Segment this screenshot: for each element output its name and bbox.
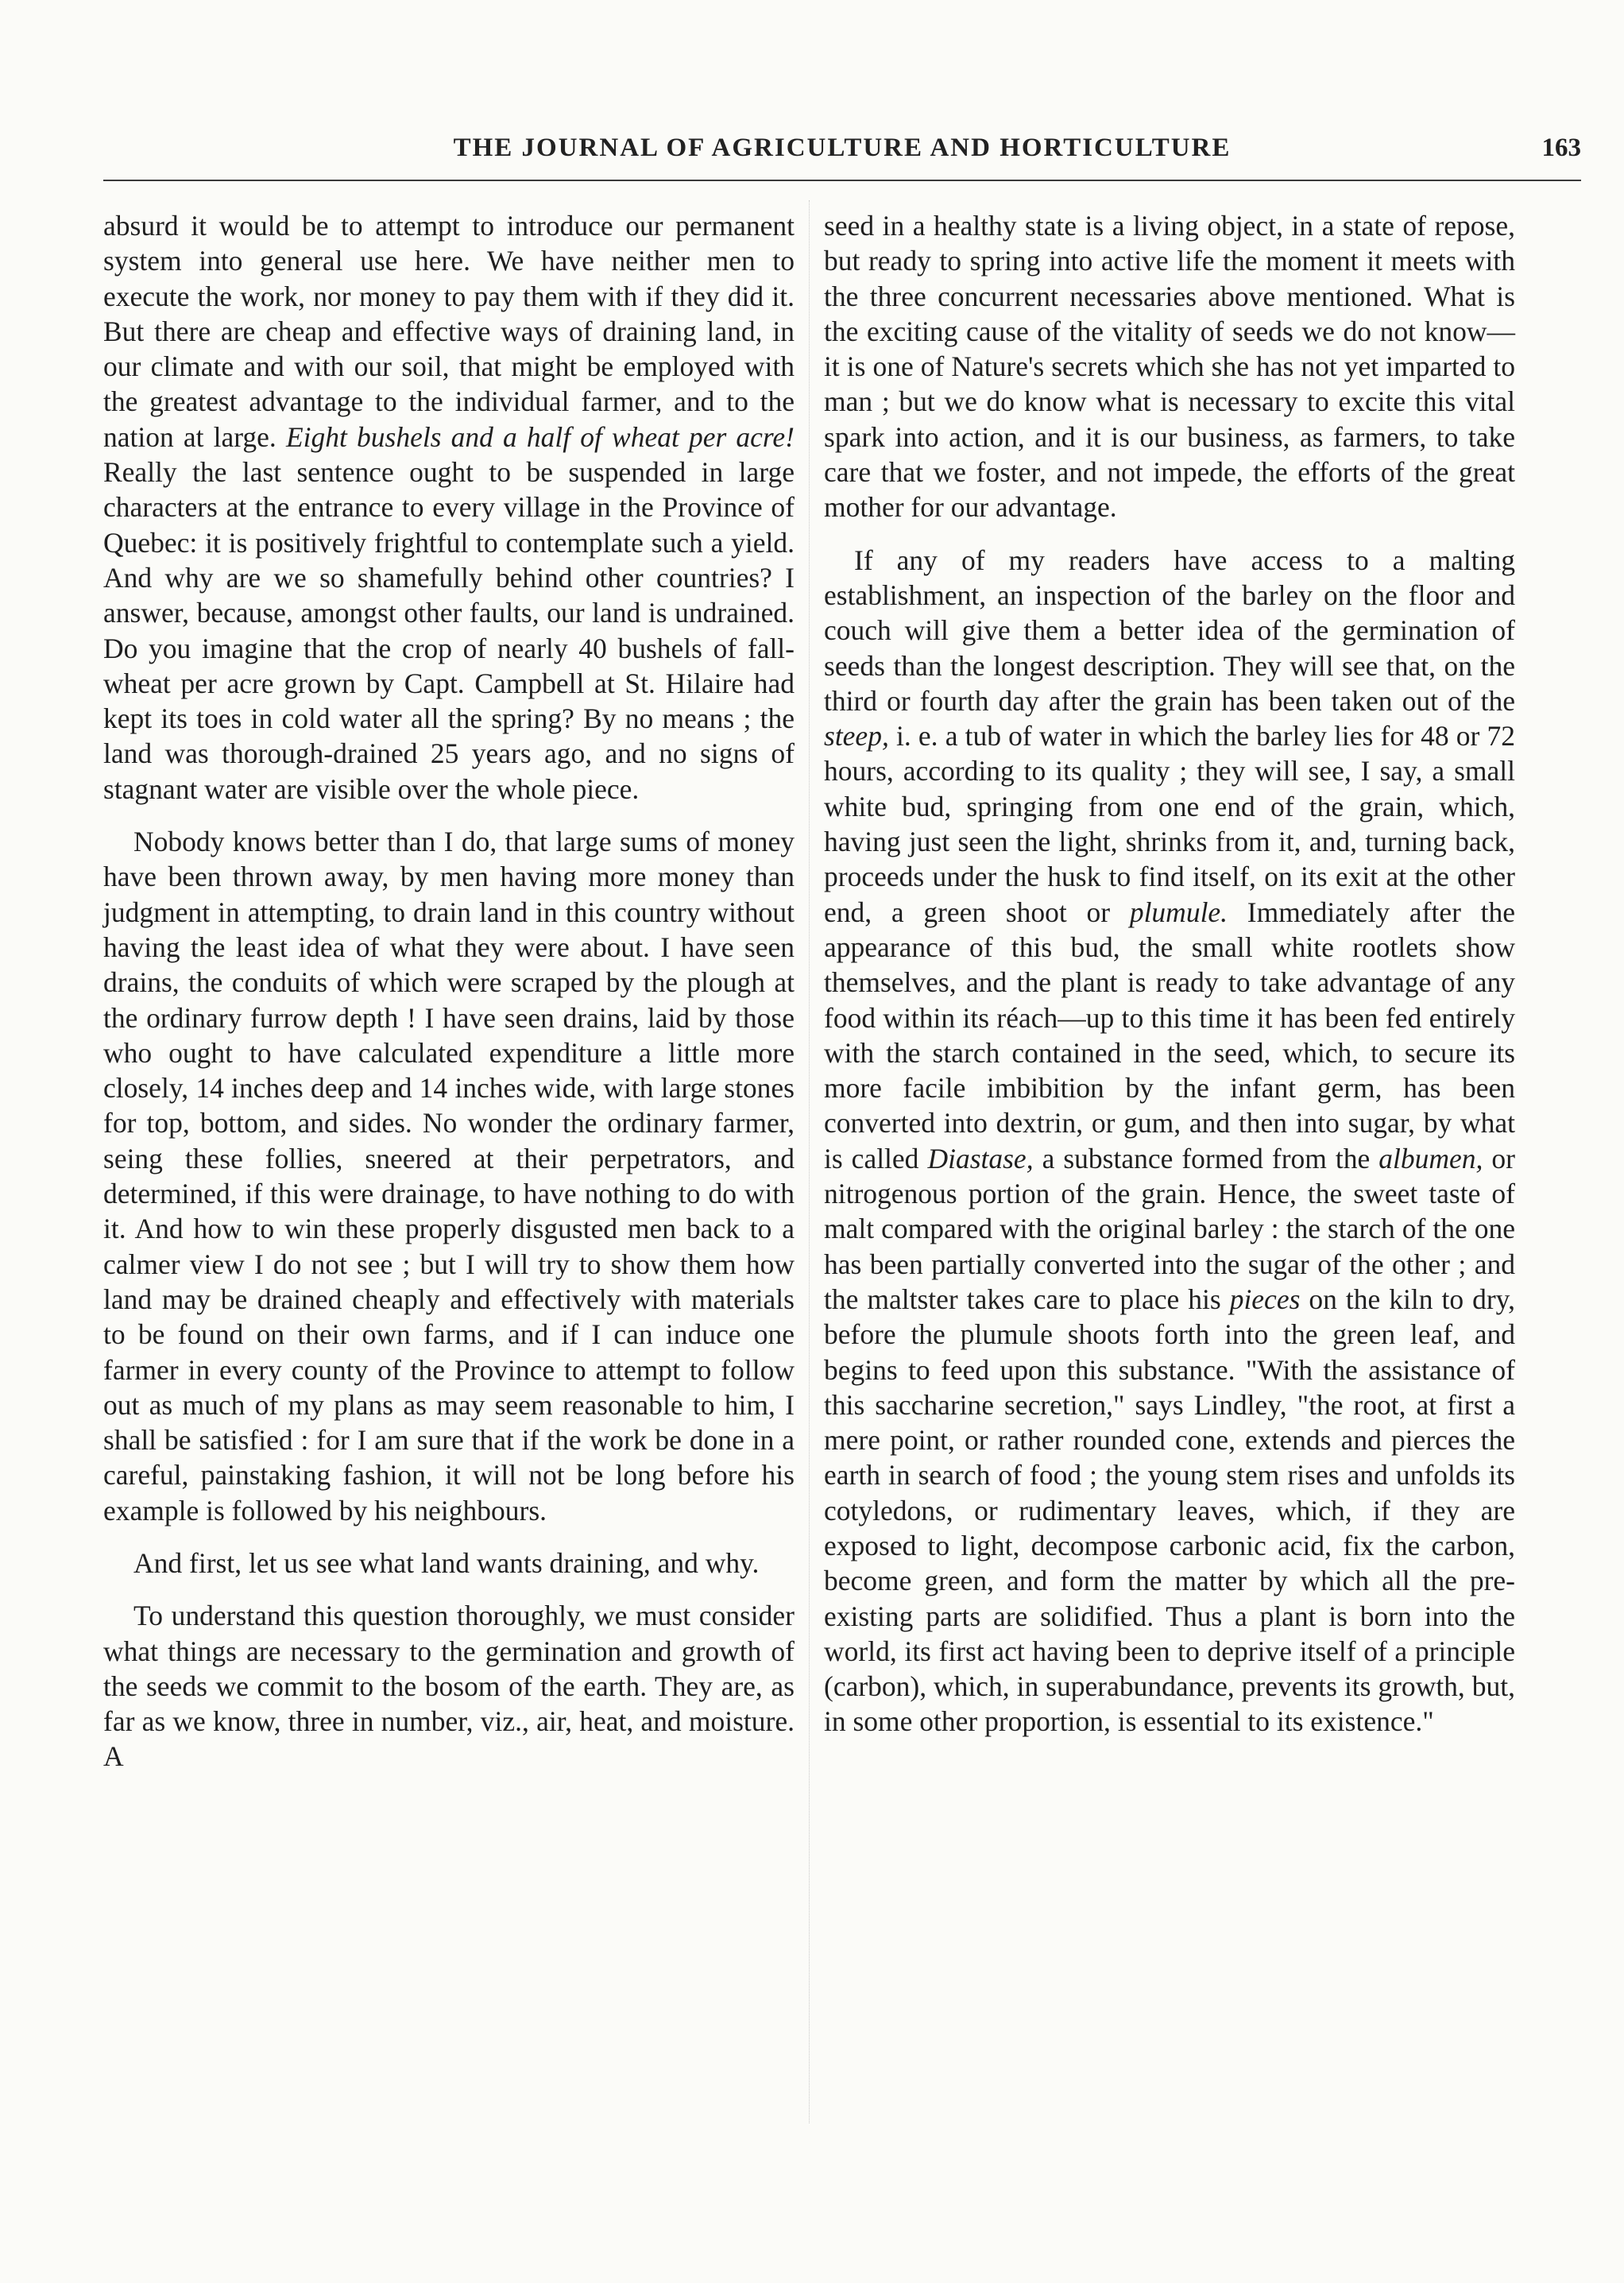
italic-text: steep, (824, 720, 889, 753)
paragraph-text: If any of my readers have access to a malting establishment, an inspection of the barley on the floor and couch will give them a better idea of the germination of seeds than the longest description. They will see that, on the third or fourth day after the grain has been taken out of the (824, 544, 1515, 717)
paragraph: And first, let us see what land wants draining, and why. (133, 1546, 760, 1579)
paragraph-text: Immediately after the appearance of this bud, the small white rootlets show themselves, and the plant is ready to take advantage of any food within its réach—up to this time it has been fed entirely with the starch contained in the seed, which, to secure its more facile imbibition by the infant germ, has been converted into dextrin, or gum, and then into sugar, by what is called (824, 896, 1516, 1174)
right-column (824, 208, 1515, 1739)
paragraph-text: i. e. a tub of water in which the barley lies for 48 or 72 hours, according to its quality ; they will see, I say, a small white bud, springing from one end of the grain, which, having just seen the light, shrinks from it, and, turning back, proceeds under the husk to find itself, on its exit at the other end, a green shoot or (824, 720, 1515, 928)
page-header (103, 133, 1581, 181)
italic-text: Eight bushels and a half of wheat per acre! (285, 420, 795, 453)
italic-text: Diastase, (927, 1142, 1034, 1174)
paragraph (103, 208, 795, 807)
left-column (103, 208, 795, 1774)
paragraph: seed in a healthy state is a living object, in a state of repose, but ready to spring into active life the moment it meets with the three concurrent necessaries above mentioned. What is the exciting cause of the vitality of seeds we do not know—it is one of Nature's secrets which she has not yet imparted to man ; but we do know what is necessary to excite this vital spark into action, and it is our business, as farmers, to take care that we foster, and not impede, the efforts of the great mother for our advantage. (824, 210, 1515, 524)
page-number: 163 (1541, 133, 1581, 162)
paragraph-text: a substance formed from the (1033, 1142, 1379, 1174)
italic-text: pieces (1229, 1283, 1301, 1315)
italic-text: albumen, (1378, 1142, 1483, 1174)
paragraph: Nobody knows better than I do, that large sums of money have been thrown away, by men having more money than judgment in attempting, to drain land in this country without having the least idea of what they were about. I have seen drains, the conduits of which were scraped by the plough at the ordinary furrow depth ! I have seen drains, laid by those who ought to have calculated expenditure a little more closely, 14 inches deep and 14 inches wide, with large stones for top, bottom, and sides. No wonder the ordinary farmer, seing these follies, sneered at their perpetrators, and determined, if this were drainage, to have nothing to do with it. And how to win these properly disgusted men back to a calmer view I do not see ; but I will try to show them how land may be drained cheaply and effectively with materials to be found on their own farms, and if I can induce one farmer in every county of the Province to attempt to follow out as much of my plans as may seem reasonable to him, I shall be satisfied : for I am sure that if the work be done in a careful, painstaking fashion, it will not be long before his example is followed by his neighbours. (103, 826, 795, 1527)
header-rule (103, 180, 1581, 181)
column-divider (809, 200, 810, 2123)
paragraph-text: absurd it would be to attempt to introduce our permanent system into general use here. We have neither men to execute the work, nor money to pay them with if they did it. But there are cheap and effective ways of draining land, in our climate and with our soil, that might be employed with the greatest advantage to the individual farmer, and to the nation at large. (103, 210, 795, 453)
paragraph-text: or nitrogenous portion of the grain. Hence, the sweet taste of malt compared with the original barley : the starch of the one has been partially converted into the sugar of the other ; and the maltster takes care to place his (824, 1142, 1515, 1315)
running-title: THE JOURNAL OF AGRICULTURE AND HORTICULTURE (453, 133, 1232, 162)
paragraph: To understand this question thoroughly, we must consider what things are necessary to the germination and growth of the seeds we commit to the bosom of the earth. They are, as far as we know, three in number, viz., air, heat, and moisture. A (103, 1600, 795, 1773)
paragraph-text: Really the last sentence ought to be suspended in large characters at the entrance to every village in the Province of Quebec: it is positively frightful to contemplate such a yield. And why are we so shamefully behind other countries? I answer, because, amongst other faults, our land is undrained. Do you imagine that the crop of nearly 40 bushels of fall-wheat per acre grown by Capt. Campbell at St. Hilaire had kept its toes in cold water all the spring? By no means ; the land was thorough-drained 25 years ago, and no signs of stagnant water are visible over the whole piece. (103, 456, 795, 805)
paragraph-text: on the kiln to dry, before the plumule shoots forth into the green leaf, and begins to feed upon this substance. "With the assistance of this saccharine secretion," says Lindley, "the root, at first a mere point, or rather rounded cone, extends and pierces the earth in search of food ; the young stem rises and unfolds its cotyledons, or rudimentary leaves, which, if they are exposed to light, decompose carbonic acid, fix the carbon, become green, and form the matter by which all the pre-existing parts are solidified. Thus a plant is born into the world, its first act having been to deprive itself of a principle (carbon), which, in superabundance, prevents its growth, but, in some other proportion, is essential to its existence." (824, 1283, 1515, 1738)
italic-text: plumule. (1129, 896, 1228, 928)
paragraph (824, 543, 1515, 1739)
